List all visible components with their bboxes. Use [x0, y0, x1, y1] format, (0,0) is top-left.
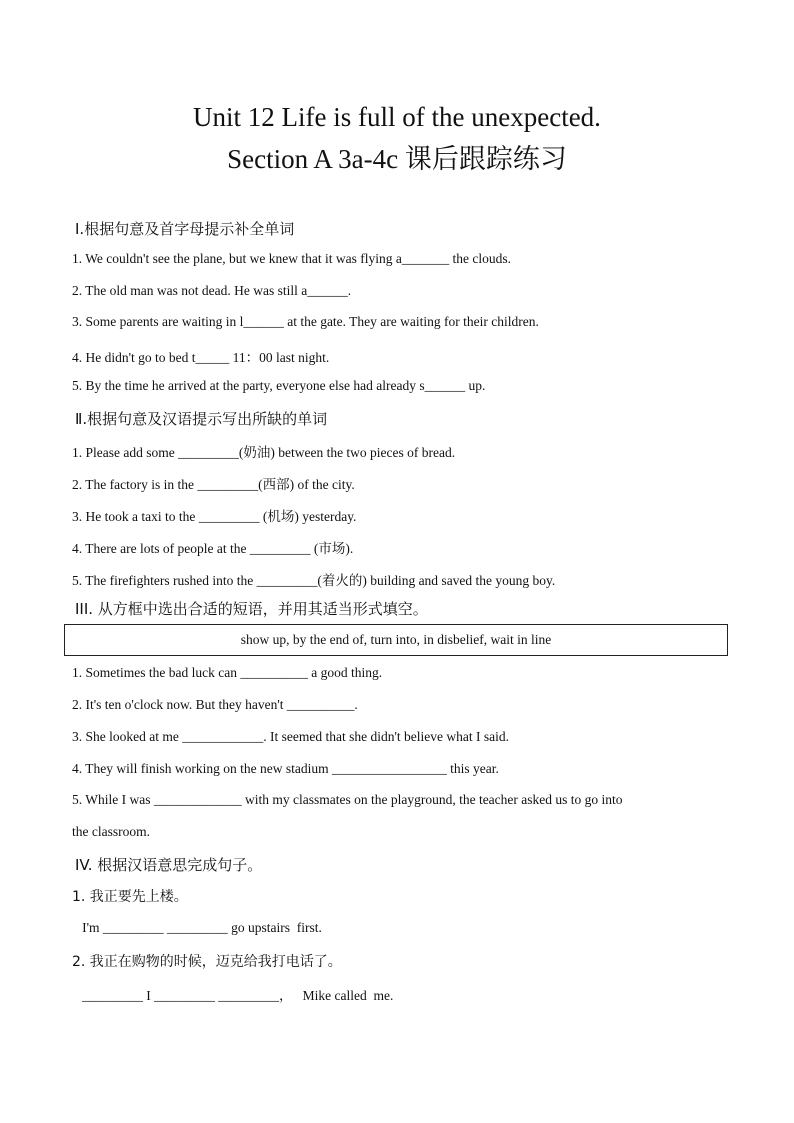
section-4-heading: IV. 根据汉语意思完成句子。 — [75, 856, 263, 874]
section-3-item-3: 3. She looked at me ____________. It seemed that she didn't believe what I said. — [72, 729, 509, 744]
section-3-item-5: 5. While I was _____________ with my classmates on the playground, the teacher asked us to go into — [72, 792, 623, 807]
section-4-item-1-chinese: 1. 我正要先上楼。 — [72, 889, 188, 905]
section-1-item-3: 3. Some parents are waiting in l______ at the gate. They are waiting for their children. — [72, 314, 539, 329]
section-3-item-4: 4. They will finish working on the new stadium _________________ this year. — [72, 761, 499, 776]
section-3-heading: III. 从方框中选出合适的短语，并用其适当形式填空。 — [75, 600, 428, 618]
section-2-item-3: 3. He took a taxi to the _________ (机场) yesterday. — [72, 509, 357, 524]
section-4-item-2-english: _________ I _________ _________， Mike called me. — [72, 988, 394, 1003]
section-2-item-4: 4. There are lots of people at the _________ (市场). — [72, 541, 354, 556]
page-title: Unit 12 Life is full of the unexpected. — [193, 102, 601, 132]
section-2-heading: Ⅱ.根据句意及汉语提示写出所缺的单词 — [75, 410, 328, 428]
page-subtitle: Section A 3a-4c 课后跟踪练习 — [227, 144, 567, 174]
section-1-heading: Ⅰ.根据句意及首字母提示补全单词 — [75, 220, 295, 238]
section-1-item-4: 4. He didn't go to bed t_____ 11：00 last night. — [72, 350, 330, 365]
section-3-item-1: 1. Sometimes the bad luck can __________ a good thing. — [72, 665, 383, 680]
section-1-item-1: 1. We couldn't see the plane, but we knew that it was flying a_______ the clouds. — [72, 251, 512, 266]
section-3-item-5-continued: the classroom. — [72, 824, 150, 839]
section-4-item-1-english: I'm _________ _________ go upstairs first. — [72, 920, 322, 935]
section-2-item-1: 1. Please add some _________(奶油) between the two pieces of bread. — [72, 445, 456, 460]
section-1-item-2: 2. The old man was not dead. He was still a______. — [72, 283, 352, 298]
phrase-box: show up, by the end of, turn into, in disbelief, wait in line — [64, 624, 728, 656]
section-4-item-2-chinese: 2. 我正在购物的时候，迈克给我打电话了。 — [72, 954, 342, 970]
section-3-item-2: 2. It's ten o'clock now. But they haven't __________. — [72, 697, 358, 712]
section-2-item-5: 5. The firefighters rushed into the _________(着火的) building and saved the young boy. — [72, 573, 556, 588]
section-1-item-5: 5. By the time he arrived at the party, everyone else had already s______ up. — [72, 378, 486, 393]
section-2-item-2: 2. The factory is in the _________(西部) of the city. — [72, 477, 355, 492]
